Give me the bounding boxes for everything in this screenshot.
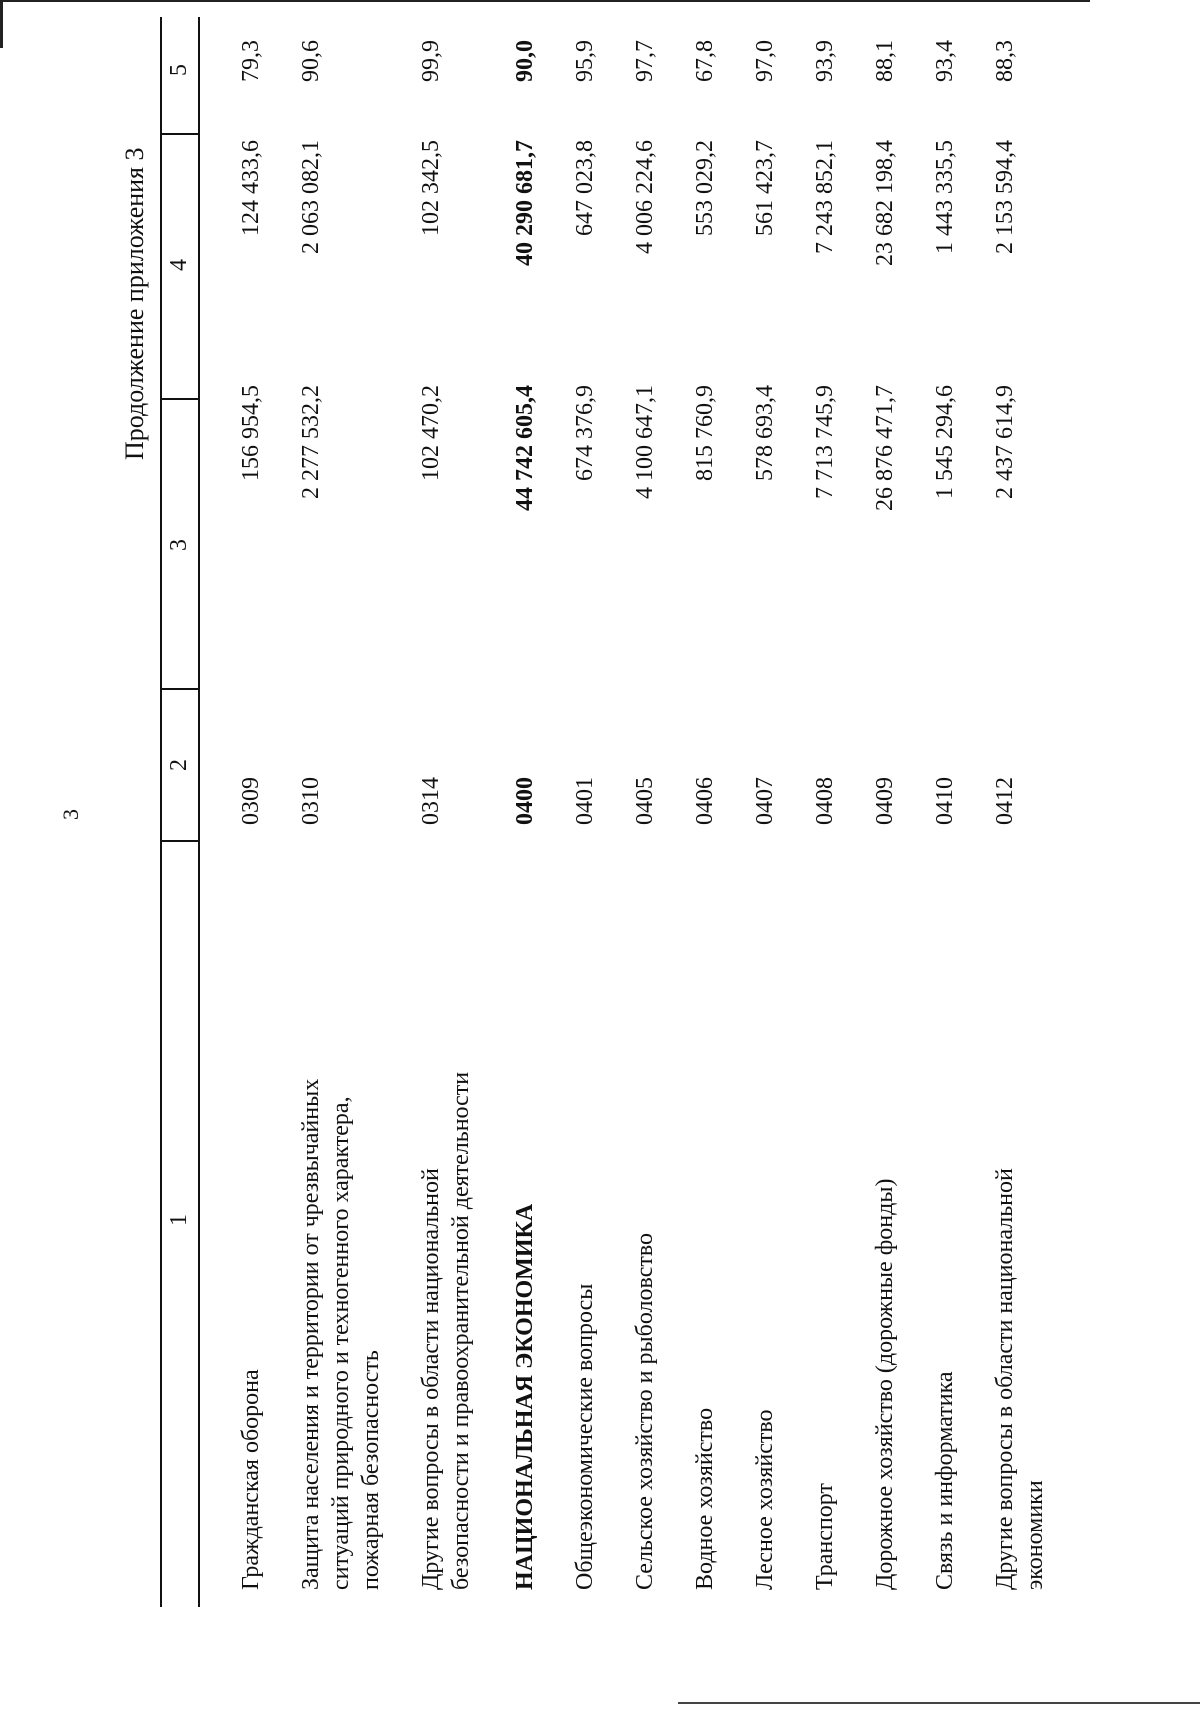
row-value-col4: 1 443 335,5	[932, 140, 958, 254]
column-divider-3	[160, 398, 200, 400]
row-value-col5: 93,4	[932, 40, 958, 82]
row-value-col3: 674 376,9	[572, 385, 598, 481]
column-header-2: 2	[166, 759, 192, 771]
column-header-1: 1	[166, 1214, 192, 1226]
row-value-col4: 23 682 198,4	[872, 140, 898, 266]
row-value-col3: 7 713 745,9	[812, 385, 838, 499]
row-code: 0412	[992, 777, 1018, 825]
row-code: 0400	[512, 777, 538, 825]
row-value-col5: 99,9	[418, 40, 444, 82]
row-name: Общеэкономические вопросы	[572, 1283, 598, 1590]
row-value-col4: 4 006 224,6	[632, 140, 658, 254]
row-value-col4: 7 243 852,1	[812, 140, 838, 254]
row-value-col4: 561 423,7	[752, 140, 778, 236]
row-value-col3: 2 437 614,9	[992, 385, 1018, 499]
column-divider-4	[160, 133, 200, 135]
row-code: 0401	[572, 777, 598, 825]
row-value-col5: 90,0	[512, 40, 538, 82]
column-header-4: 4	[166, 259, 192, 271]
row-name: Другие вопросы в области национальной экономики	[992, 1168, 1048, 1590]
row-name: Защита населения и территории от чрезвычайных ситуаций природного и техногенного характера, пожарная безопасность	[298, 1078, 384, 1590]
row-value-col4: 553 029,2	[692, 140, 718, 236]
row-value-col3: 44 742 605,4	[512, 385, 538, 511]
row-code: 0407	[752, 777, 778, 825]
table-header-rule	[198, 17, 200, 1607]
row-value-col5: 97,0	[752, 40, 778, 82]
row-value-col3: 578 693,4	[752, 385, 778, 481]
row-value-col5: 93,9	[812, 40, 838, 82]
row-name: Гражданская оборона	[238, 1369, 264, 1590]
row-name: Другие вопросы в области национальной безопасности и правоохранительной деятельности	[418, 1071, 474, 1590]
row-value-col5: 67,8	[692, 40, 718, 82]
column-divider-1	[160, 840, 200, 842]
row-code: 0314	[418, 777, 444, 825]
row-value-col4: 647 023,8	[572, 140, 598, 236]
row-name: НАЦИОНАЛЬНАЯ ЭКОНОМИКА	[512, 1203, 538, 1590]
row-value-col3: 4 100 647,1	[632, 385, 658, 499]
row-value-col3: 2 277 532,2	[298, 385, 324, 499]
row-value-col5: 79,3	[238, 40, 264, 82]
row-name: Транспорт	[812, 1483, 838, 1590]
row-code: 0310	[298, 777, 324, 825]
row-name: Лесное хозяйство	[752, 1409, 778, 1590]
row-name: Водное хозяйство	[692, 1407, 718, 1590]
row-name: Сельское хозяйство и рыболовство	[632, 1232, 658, 1590]
row-value-col3: 102 470,2	[418, 385, 444, 481]
row-code: 0309	[238, 777, 264, 825]
row-value-col5: 88,1	[872, 40, 898, 82]
row-code: 0406	[692, 777, 718, 825]
row-value-col4: 40 290 681,7	[512, 140, 538, 266]
row-value-col3: 1 545 294,6	[932, 385, 958, 499]
row-name: Связь и информатика	[932, 1371, 958, 1590]
table-top-rule	[160, 17, 162, 1607]
row-value-col5: 90,6	[298, 40, 324, 82]
column-divider-2	[160, 688, 200, 690]
row-value-col3: 815 760,9	[692, 385, 718, 481]
row-value-col4: 124 433,6	[238, 140, 264, 236]
row-value-col5: 97,7	[632, 40, 658, 82]
column-header-5: 5	[166, 64, 192, 76]
row-value-col5: 88,3	[992, 40, 1018, 82]
row-value-col4: 2 063 082,1	[298, 140, 324, 254]
row-value-col4: 102 342,5	[418, 140, 444, 236]
row-value-col4: 2 153 594,4	[992, 140, 1018, 254]
row-value-col3: 156 954,5	[238, 385, 264, 481]
row-value-col5: 95,9	[572, 40, 598, 82]
continuation-label: Продолжение приложения 3	[120, 147, 149, 460]
page-number: 3	[58, 809, 83, 820]
row-code: 0409	[872, 777, 898, 825]
row-name: Дорожное хозяйство (дорожные фонды)	[872, 1178, 898, 1590]
row-code: 0410	[932, 777, 958, 825]
row-code: 0408	[812, 777, 838, 825]
column-header-3: 3	[166, 539, 192, 551]
row-code: 0405	[632, 777, 658, 825]
row-value-col3: 26 876 471,7	[872, 385, 898, 511]
